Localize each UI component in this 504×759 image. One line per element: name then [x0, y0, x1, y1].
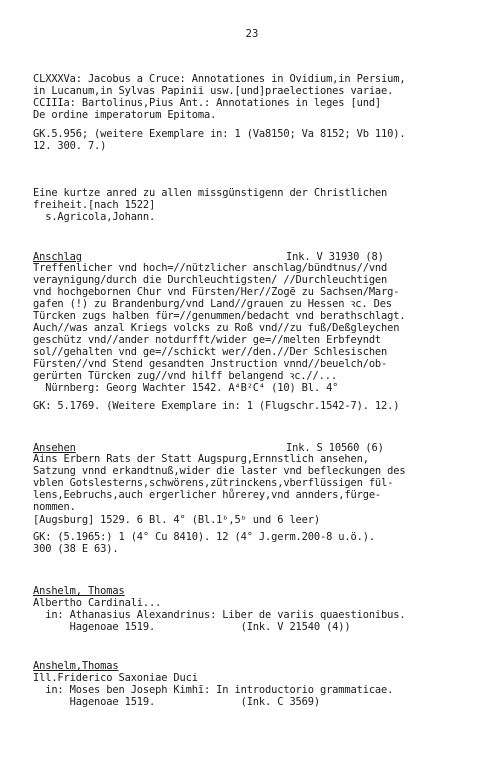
entry-line: De ordine imperatorum Epitoma.: [33, 109, 217, 121]
entry-line: vnd hochgebornen Chur vnd Fürsten/Her//Zogē zu Sachsen/Marg-: [33, 286, 400, 298]
entry-heading: Anshelm, Thomas: [33, 585, 125, 597]
gk-line: GK: (5.1965:) 1 (4° Cu 8410). 12 (4° J.germ.200-8 u.ö.).: [33, 531, 375, 543]
entry-heading: Anschlag: [33, 251, 82, 263]
entry-line: in Lucanum,in Sylvas Papinii usw.[und]praelectiones variae.: [33, 85, 394, 97]
entry-line: Satzung vnnd erkandtnuß,wider die laster vnd befleckungen des: [33, 465, 406, 477]
entry-line: Hagenoae 1519. (Ink. V 21540 (4)): [33, 621, 351, 633]
entry-line: sol//gehalten vnd ge=//schickt wer//den.//Der Schlesischen: [33, 346, 388, 358]
gk-line: 300 (38 E 63).: [33, 543, 119, 555]
entry-line: lens,Eebruchs,auch ergerlicher hůrerey,vnd annders,fürge-: [33, 489, 382, 501]
imprint-line: Nürnberg: Georg Wachter 1542. A⁴B²C⁴ (10) Bl. 4°: [33, 382, 339, 394]
entry-line: Eine kurtze anred zu allen missgünstigenn der Christlichen: [33, 187, 388, 199]
entry-line: geschütz vnd//ander notdurfft/wider ge=//melten Erbfeyndt: [33, 334, 382, 346]
entry-line: Hagenoae 1519. (Ink. C 3569): [33, 696, 320, 708]
page-number: 23: [245, 28, 259, 40]
entry-line: veraynigung/durch die Durchleuchtigsten/ //Durchleuchtigen: [33, 274, 388, 286]
entry-line: Albertho Cardinali...: [33, 597, 162, 609]
entry-heading: Ansehen: [33, 442, 76, 454]
entry-heading: Anshelm,Thomas: [33, 660, 119, 672]
imprint-line: [Augsburg] 1529. 6 Bl. 4° (Bl.1ᵇ,5ᵇ und 6 leer): [33, 514, 320, 526]
gk-line: GK: 5.1769. (Weitere Exemplare in: 1 (Flugschr.1542-7). 12.): [33, 400, 400, 412]
entry-line: in: Athanasius Alexandrinus: Liber de variis quaestionibus.: [33, 609, 406, 621]
entry-line: CLXXXVa: Jacobus a Cruce: Annotationes in Ovidium,in Persium,: [33, 73, 406, 85]
entry-line: Fürsten//vnd Stend gesandten Jnstruction vnnd//beuelch/ob-: [33, 358, 388, 370]
entry-line: Ains Erbern Rats der Statt Augspurg,Ernnstlich ansehen,: [33, 453, 369, 465]
entry-line: in: Moses ben Joseph Kimhī: In introductorio grammaticae.: [33, 684, 394, 696]
gk-line: 12. 300. 7.): [33, 140, 107, 152]
entry-line: vblen Gotslesterns,schwörens,zütrinckens,vberflüssigen fül-: [33, 477, 394, 489]
entry-line: Auch//was anzal Kriegs volcks zu Roß vnd//zu fuß/Deßgleychen: [33, 322, 400, 334]
gk-line: GK.5.956; (weitere Exemplare in: 1 (Va8150; Va 8152; Vb 110).: [33, 128, 406, 140]
shelfmark: Ink. V 31930 (8): [286, 251, 384, 263]
entry-line: s.Agricola,Johann.: [33, 211, 156, 223]
entry-line: gafen (!) zu Brandenburg/vnd Land//grauen zu Hessen ꝛc. Des: [33, 298, 392, 310]
entry-line: CCIIIa: Bartolinus,Pius Ant.: Annotationes in leges [und]: [33, 97, 382, 109]
shelfmark: Ink. S 10560 (6): [286, 442, 384, 454]
entry-line: Treffenlicher vnd hoch=//nützlicher anschlag/bündtnus//vnd: [33, 262, 388, 274]
entry-line: nommen.: [33, 501, 76, 513]
entry-line: freiheit.[nach 1522]: [33, 199, 156, 211]
entry-line: gerürten Türcken zug//vnd hilff belangend ꝛc.//...: [33, 370, 337, 382]
entry-line: Ill.Friderico Saxoniae Duci: [33, 672, 198, 684]
entry-line: Türcken zugs halben für=//genummen/bedacht vnd berathschlagt.: [33, 310, 406, 322]
